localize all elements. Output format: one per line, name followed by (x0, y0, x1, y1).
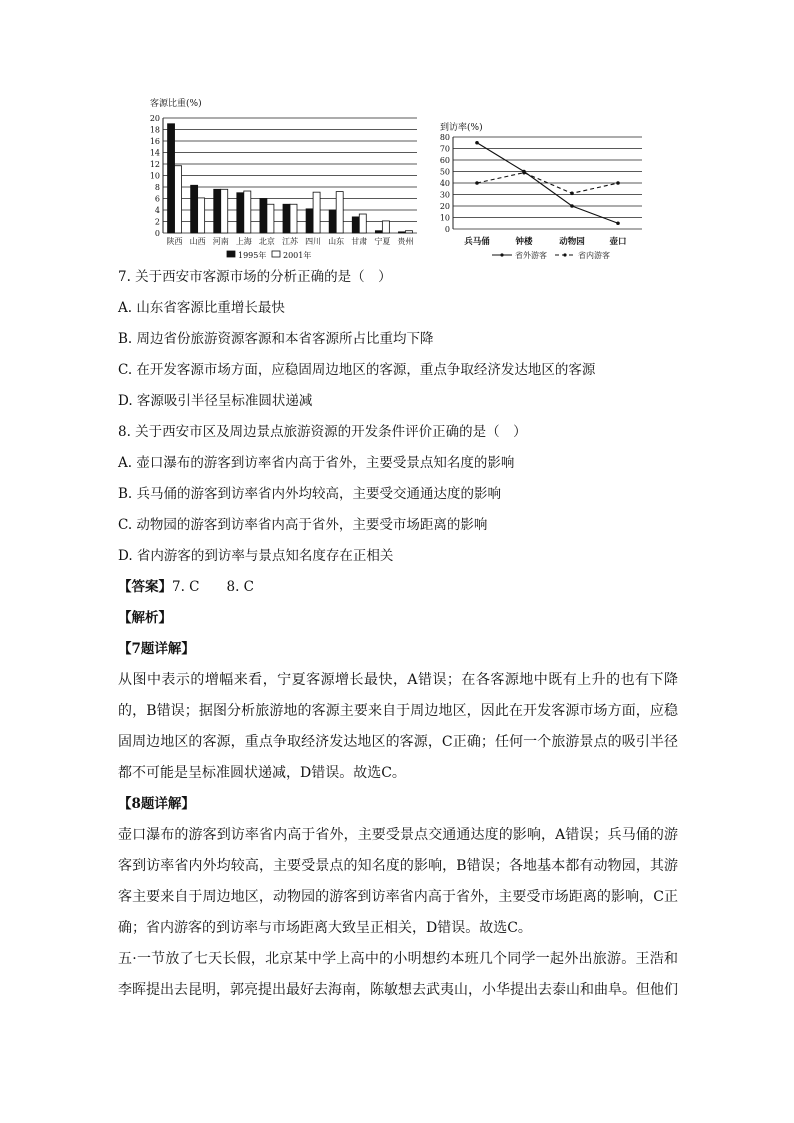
bar-xtick-10: 贵州 (397, 237, 414, 246)
line-xtick-1: 钟楼 (515, 237, 533, 247)
q7-detail-text: 从图中表示的增幅来看，宁夏客源增长最快，A错误；在各客源地中既有上升的也有下降的，B错误；据图分析旅游地的客源主要来自于周边地区，因此在开发客源市场方面，应稳固周边地区的客源，重点争取经济发达地区的客源，C正确；任何一个旅游景点的吸引半径都不可能是呈标准圆状递减，D错误。故选C。 (118, 672, 678, 781)
q8-detail-tag: 【8题详解】 (118, 796, 195, 812)
bar-1-4 (267, 204, 274, 233)
line-ytick-0: 0 (444, 225, 450, 234)
bar-ytick-5: 10 (149, 171, 160, 181)
section5-text: 五·一节放了七天长假，北京某中学上高中的小明想约本班几个同学一起外出旅游。王浩和李晖提出去昆明，郭亮提出最好去海南，陈敏想去武夷山，小华提出去泰山和曲阜。但他们 (118, 951, 678, 998)
bar-0-3 (237, 193, 244, 233)
line-point-1-2 (570, 192, 574, 196)
bar-1-10 (405, 231, 412, 233)
bar-ytick-6: 12 (149, 160, 160, 169)
q7-option-a: A. 山东省客源比重增长最快 (118, 300, 285, 316)
bar-ytick-10: 20 (149, 114, 160, 123)
line-ytick-1: 10 (439, 213, 450, 223)
bar-1-0 (175, 166, 182, 233)
line-ytick-6: 60 (439, 156, 450, 165)
bar-legend-swatch-0 (227, 251, 235, 257)
q8-stem: 8. 关于西安市区及周边景点旅游资源的开发条件评价正确的是（ ） (118, 424, 527, 440)
q8-option-a: A. 壶口瀑布的游客到访率省内高于省外，主要受景点知名度的影响 (118, 455, 515, 471)
line-legend-label-0: 省外游客 (515, 251, 547, 260)
bar-xtick-0: 陕西 (166, 237, 183, 246)
bar-ytick-9: 18 (149, 125, 160, 135)
charts-svg (0, 0, 794, 270)
bar-0-7 (329, 210, 336, 233)
bar-legend-label-0: 1995年 (238, 251, 267, 260)
line-xtick-3: 壶口 (609, 237, 627, 247)
bar-ytick-4: 8 (154, 183, 160, 192)
line-ytick-3: 30 (439, 190, 450, 200)
bar-1-9 (382, 221, 389, 233)
bar-0-10 (398, 232, 405, 233)
line-ytick-5: 50 (439, 167, 450, 177)
bar-0-4 (260, 199, 267, 234)
bar-0-6 (306, 209, 313, 233)
bar-xtick-4: 北京 (258, 237, 275, 246)
bar-xtick-6: 四川 (305, 237, 322, 246)
bar-ytick-3: 6 (154, 194, 160, 204)
line-point-1-0 (475, 181, 479, 185)
q8-option-d: D. 省内游客的到访率与景点知名度存在正相关 (118, 548, 394, 564)
bar-xtick-2: 河南 (212, 237, 229, 246)
analysis-tag: 【解析】 (118, 610, 172, 626)
q7-option-d: D. 客源吸引半径呈标准圆状递减 (118, 393, 313, 409)
answer-text: 7. C 8. C (172, 579, 255, 595)
question-text (118, 262, 678, 1006)
q8-option-c: C. 动物园的游客到访率省内高于省外，主要受市场距离的影响 (118, 517, 488, 533)
bar-xtick-9: 宁夏 (374, 237, 391, 246)
line-point-0-3 (616, 221, 620, 225)
line-point-1-3 (616, 181, 620, 185)
q7-detail-tag: 【7题详解】 (118, 641, 195, 657)
bar-xtick-1: 山西 (189, 237, 206, 246)
line-legend-dot-0 (500, 253, 503, 256)
line-xtick-0: 兵马俑 (464, 237, 490, 247)
bar-0-0 (168, 124, 175, 233)
figure-area (0, 0, 794, 270)
bar-legend-label-1: 2001年 (283, 251, 312, 260)
q8-detail-text: 壶口瀑布的游客到访率省内高于省外，主要受景点交通通达度的影响，A错误；兵马俑的游客到访率省内外均较高，主要受景点的知名度的影响，B错误；各地基本都有动物园，其游客主要来自于周边地区，动物园的游客到访率省内高于省外，主要受市场距离的影响，C正确；省内游客的到访率与市场距离大致呈正相关，D错误。故选C。 (118, 827, 678, 936)
answer-line (118, 572, 678, 603)
bar-ytick-1: 2 (154, 217, 160, 227)
bar-ytick-2: 4 (154, 206, 160, 215)
bar-1-5 (290, 204, 297, 233)
bar-xtick-3: 上海 (235, 237, 252, 246)
q8-option-b: B. 兵马俑的游客到访率省内外均较高，主要受交通通达度的影响 (118, 486, 502, 502)
line-ytick-7: 70 (439, 144, 450, 154)
line-ytick-2: 20 (439, 202, 450, 211)
line-point-1-1 (522, 171, 526, 175)
bar-0-9 (375, 231, 382, 233)
q7-option-c: C. 在开发客源市场方面，应稳固周边地区的客源，重点争取经济发达地区的客源 (118, 362, 596, 378)
bar-1-1 (198, 198, 205, 233)
bar-1-3 (244, 191, 251, 233)
bar-xtick-8: 甘肃 (351, 237, 368, 246)
bar-1-6 (313, 192, 320, 233)
line-point-0-2 (570, 204, 574, 208)
line-legend-dot-1 (563, 253, 566, 256)
answer-tag: 【答案】 (118, 579, 172, 595)
bar-ylabel: 客源比重(%) (150, 99, 202, 109)
bar-ytick-8: 16 (149, 137, 160, 146)
line-ytick-8: 80 (439, 133, 450, 142)
line-ytick-4: 40 (439, 179, 450, 188)
bar-xtick-5: 江苏 (282, 237, 298, 246)
bar-0-1 (191, 185, 198, 233)
bar-0-2 (214, 189, 221, 233)
bar-1-7 (336, 192, 343, 233)
bar-0-5 (283, 204, 290, 233)
line-legend-label-1: 省内游客 (578, 251, 610, 260)
bar-xtick-7: 山东 (328, 237, 345, 246)
bar-1-8 (359, 214, 366, 233)
bar-0-8 (352, 217, 359, 233)
bar-1-2 (221, 189, 228, 233)
bar-ytick-0: 0 (154, 229, 160, 238)
bar-ytick-7: 14 (149, 148, 160, 158)
line-ylabel: 到访率(%) (440, 123, 483, 133)
line-point-0-0 (475, 141, 479, 145)
q7-option-b: B. 周边省份旅游资源客源和本省客源所占比重均下降 (118, 331, 434, 347)
line-xtick-2: 动物园 (559, 237, 585, 247)
bar-legend-swatch-1 (272, 251, 280, 257)
q7-stem: 7. 关于西安市客源市场的分析正确的是（ ） (118, 269, 392, 285)
